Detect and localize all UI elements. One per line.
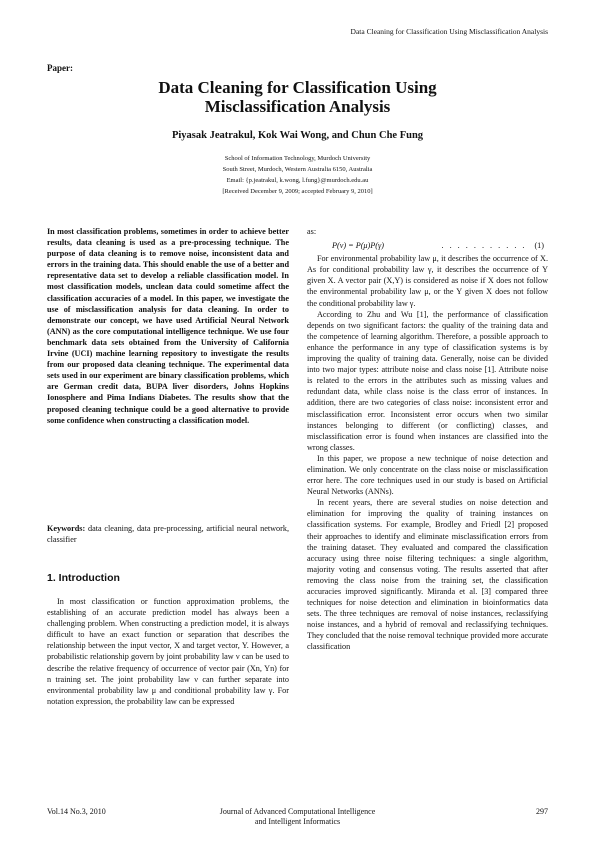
paper-label: Paper: (47, 63, 73, 73)
intro-text: In most classification or function approximation problems, the establishing of an accurate prediction model has always been a challenging problem. When constructing a prediction model, it is always difficult to have an exact function or separation that describes the relationship between the input vector, X and target vector, Y. However, a probabilistic relationship govern by joint probability law ν can be used to describe the relative frequency of occurrence of vector pair (Xn, Yn) for n training set. The joint probability law ν can further separate into environmental probability law μ and conditional probability law γ. For notation expression, the probability law can be expressed (47, 597, 289, 706)
right-paragraph-4: In recent years, there are several studies on noise detection and elimination for improving the quality of training instances on classification systems. For example, Brodley and Friedl [2] proposed their approaches to identify and eliminate misclassification errors from the training dataset. They evaluated and compared the classification accuracy using three noise filtering techniques: a single algorithm, majority voting and consensus voting. The results asserted that after removing the class noise from the training set, the classification accuracies improved significantly. Miranda et al. [3] compared three techniques for noise detection and elimination in bioinformatics data sets. The three techniques are removal of noise instances, reclassifying noise instances, and a hybrid of removal and reclassifying techniques. They concluded that the noise removal technique provided more accurate classification (307, 498, 548, 652)
footer-journal-line-2: and Intelligent Informatics (254, 817, 341, 826)
affiliation (0, 153, 595, 197)
keywords (47, 523, 289, 545)
received-dates: [Received December 9, 2009; accepted February 9, 2010] (222, 188, 373, 195)
footer-volume: Vol.14 No.3, 2010 (47, 807, 106, 816)
keywords-text: data cleaning, data pre-processing, artificial neural network, classifier (47, 524, 290, 545)
running-head: Data Cleaning for Classification Using Misclassification Analysis (350, 27, 548, 36)
authors: Piyasak Jeatrakul, Kok Wai Wong, and Chun Che Fung (171, 130, 424, 141)
affiliation-line-2: South Street, Murdoch, Western Australia 6150, Australia (222, 166, 373, 173)
right-top-text: as: (307, 227, 317, 236)
affiliation-line-1: School of Information Technology, Murdoch University (224, 155, 371, 162)
equation-leader: . . . . . . . . . . . (441, 241, 527, 251)
intro-paragraph (47, 596, 289, 707)
right-paragraph-2: According to Zhu and Wu [1], the performance of classification depends on two significant factors: the quality of the training data and the competence of learning algorithm. Therefore, a possible approach to enhance the performance in any type of classification systems is by improving the quality of training data. Generally, noise can be divided into two major types: attribute noise and class noise [1]. Attribute noise is related to the errors in the attributes such as missing values and redundant data, while class noise is the class error of instances. In addition, there are two categories of class noise: inconsistent error and misclassification error. Inconsistent error occurs when two similar instances belonging to different (or conflicting) classes, and misclassification error is found when instances are classified into the wrong classes. (307, 309, 548, 452)
keywords-label: Keywords: (47, 524, 86, 533)
section-heading: 1. Introduction (47, 572, 120, 584)
right-column (307, 226, 548, 653)
abstract: In most classification problems, sometimes in order to achieve better results, data cleaning is used as a pre-processing technique. The purpose of data cleaning is to remove noise, inconsistent data and errors in the training data. This should enable the use of a better and representative data set to develop a reliable classification model. In most classification models, unclean data could sometime affect the classification accuracies of a model. In this paper, we investigate the use of misclassification analysis for data cleaning. In order to demonstrate our concept, we have used Artificial Neural Network (ANN) as the core computational intelligence technique. We use four benchmark data sets obtained from the University of California Irvine (UCI) machine learning repository to investigate the results from our proposed data cleaning technique. The experimental data sets used in our experiment are binary classification problems, which are German credit data, BUPA liver disorders, Johns Hopkins Ionosphere and Pima Indians Diabetes. The results show that the proposed cleaning technique could be a good alternative to provide some confidence when constructing a classification model. (47, 227, 289, 425)
equation-1 (307, 240, 548, 251)
footer-journal (0, 807, 595, 827)
paper-title (0, 78, 595, 116)
page-number: 297 (536, 807, 548, 816)
title-line-2: Misclassification Analysis (204, 97, 391, 116)
footer-journal-line-1: Journal of Advanced Computational Intelligence (219, 807, 376, 816)
affiliation-email: Email: {p.jeatrakul, k.wong, l.fung}@murdoch.edu.au (226, 177, 369, 184)
right-paragraph-3: In this paper, we propose a new technique of noise detection and elimination. We only concentrate on the class noise or misclassification error here. The core techniques used in our study is based on Artificial Neural Networks (ANNs). (307, 453, 548, 497)
equation-text: P(ν) = P(μ)P(γ) (332, 241, 384, 251)
title-line-1: Data Cleaning for Classification Using (158, 78, 437, 97)
equation-number: (1) (534, 241, 544, 251)
right-paragraph-1: For environmental probability law μ, it describes the occurrence of X. As for conditional probability law γ, it describes the occurrence of Y given X. A vector pair (X,Y) is considered as noise if X does not follow the environmental probability law μ, or the Y given X does not follow the conditional probability law γ. (307, 254, 548, 308)
